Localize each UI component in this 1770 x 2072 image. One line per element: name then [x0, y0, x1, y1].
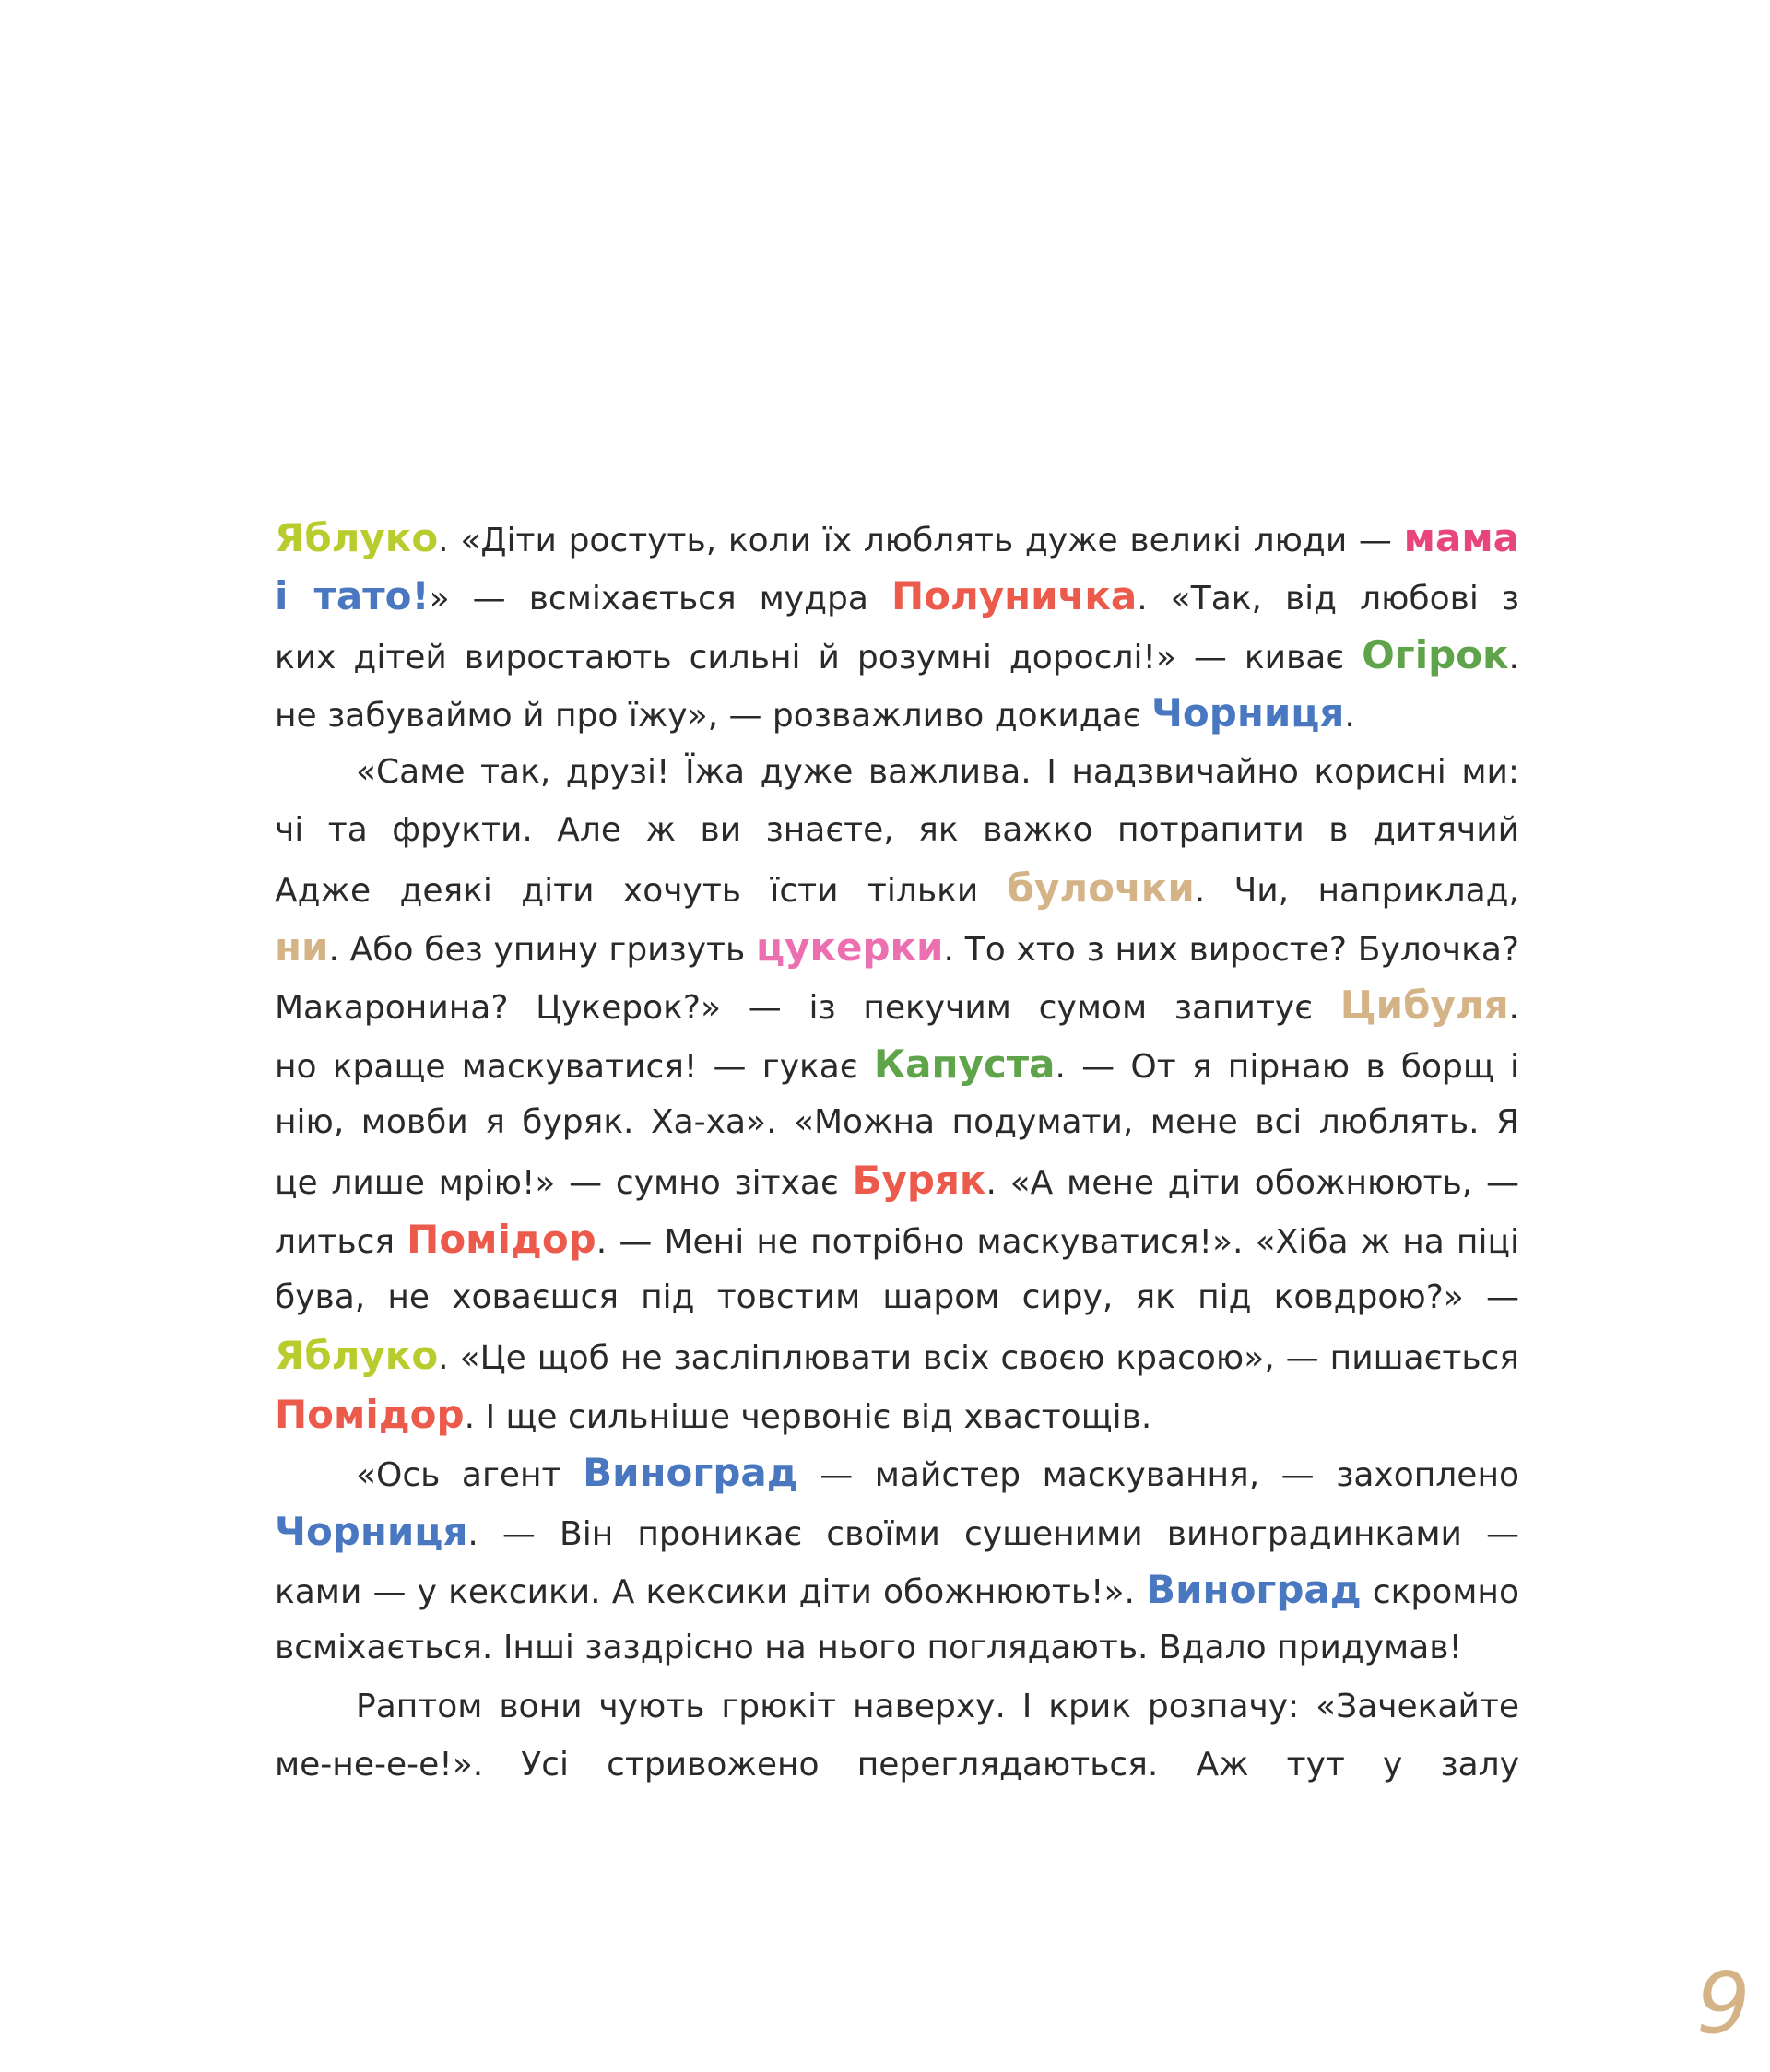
text-line: [275, 743, 1519, 801]
character-name: і тато!: [275, 573, 430, 619]
text-run: . «Діти ростуть, коли їх люблять дуже великі люди —: [438, 522, 1404, 559]
text-run: чі та фрукти. Але ж ви знаєте, як важко потрапити в дитячий: [275, 810, 1519, 849]
character-name: мама: [1403, 515, 1519, 560]
text-run: це лише мрію!» — сумно зітхає: [275, 1164, 853, 1203]
text-line: [275, 1210, 1519, 1268]
text-line: [275, 509, 1519, 567]
page-number: 9: [1696, 1954, 1751, 2053]
text-run: .: [1344, 697, 1355, 736]
text-run: .: [1508, 989, 1519, 1028]
text-line: [275, 1502, 1519, 1560]
text-run: ких дітей виростають сильні й розумні дорослі!» — киває: [275, 638, 1363, 677]
text-line: [275, 1560, 1519, 1619]
text-run: скромно: [1361, 1573, 1519, 1612]
text-run: — майстер маскування, — захоплено: [820, 1456, 1519, 1495]
character-name: Буряк: [852, 1158, 986, 1204]
text-run: . І ще сильніше червоніє від хвастощів.: [464, 1397, 1152, 1436]
text-line: [275, 1736, 1519, 1794]
character-name: Яблуко: [275, 515, 439, 560]
text-line: [275, 1151, 1519, 1209]
text-line: [275, 1619, 1519, 1677]
text-run: . Чи, наприклад,: [1194, 872, 1519, 911]
text-run: ками — у кексики. А кексики діти обожнюють!».: [275, 1573, 1147, 1612]
text-line: [275, 859, 1519, 917]
character-name: Чорниця: [1150, 690, 1345, 736]
character-name: булочки: [1007, 865, 1195, 912]
text-run: . «Це щоб не засліплювати всіх своєю красою», — пишається: [438, 1339, 1519, 1378]
text-line: [275, 801, 1519, 859]
text-line: [275, 1385, 1519, 1443]
text-run: но краще маскуватися! — гукає: [275, 1047, 874, 1086]
character-name: Помідор: [275, 1391, 465, 1437]
character-name: Яблуко: [275, 1333, 439, 1379]
text-run: . «А мене діти обожнюють, —: [985, 1164, 1519, 1203]
character-name: Капуста: [873, 1041, 1056, 1087]
text-run: Адже деякі діти хочуть їсти тільки: [275, 872, 1008, 911]
text-run: . — Він проникає своїми сушеними виноградинками —: [467, 1514, 1519, 1553]
text-line: [275, 1268, 1519, 1326]
text-run: ме-не-е-е!». Усі стривожено переглядаються. Аж тут у залу: [275, 1746, 1519, 1784]
text-run: «Ось агент: [356, 1456, 584, 1495]
text-run: бува, не ховаєшся під товстим шаром сиру, як під ковдрою?» —: [275, 1278, 1519, 1317]
text-line: [275, 626, 1519, 684]
character-name: Помідор: [407, 1216, 596, 1262]
text-run: . «Так, від любові з: [1137, 580, 1519, 618]
text-line: [275, 1443, 1519, 1501]
text-run: нію, мовби я буряк. Ха-ха». «Можна подумати, мене всі люблять. Я: [275, 1102, 1519, 1141]
character-name: Виноград: [1146, 1567, 1362, 1613]
text-run: не забуваймо й про їжу», — розважливо докидає: [275, 697, 1151, 736]
character-name: Цибуля: [1339, 983, 1509, 1029]
text-run: . Або без упину гризуть: [328, 930, 756, 969]
character-name: Виноград: [583, 1450, 798, 1496]
text-run: литься: [275, 1222, 407, 1261]
story-text-block: [275, 509, 1519, 1795]
text-run: . — Мені не потрібно маскуватися!». «Хіба ж на піці: [596, 1222, 1519, 1261]
text-run: . — От я пірнаю в борщ і: [1055, 1047, 1519, 1086]
text-run: «Саме так, друзі! Їжа дуже важлива. І надзвичайно корисні ми:: [356, 752, 1519, 791]
character-name: цукерки: [755, 924, 944, 970]
text-line: [275, 1093, 1519, 1151]
character-name: ни: [275, 924, 329, 970]
character-name: Полуничка: [891, 573, 1138, 619]
text-line: [275, 684, 1519, 742]
text-line: [275, 567, 1519, 625]
text-run: .: [1508, 638, 1519, 677]
text-run: Раптом вони чують грюкіт наверху. І крик розпачу: «Зачекайте: [356, 1687, 1519, 1725]
character-name: Чорниця: [275, 1508, 468, 1554]
text-line: [275, 1678, 1519, 1736]
text-run: . То хто з них виросте? Булочка?: [943, 930, 1519, 969]
text-line: [275, 1035, 1519, 1093]
text-run: » — всміхається мудра: [429, 580, 891, 618]
text-run: Макаронина? Цукерок?» — із пекучим сумом запитує: [275, 989, 1340, 1028]
text-line: [275, 976, 1519, 1034]
character-name: Огірок: [1362, 631, 1509, 677]
text-line: [275, 1326, 1519, 1384]
text-run: всміхається. Інші заздрісно на нього поглядають. Вдало придумав!: [275, 1629, 1462, 1667]
text-line: [275, 918, 1519, 976]
